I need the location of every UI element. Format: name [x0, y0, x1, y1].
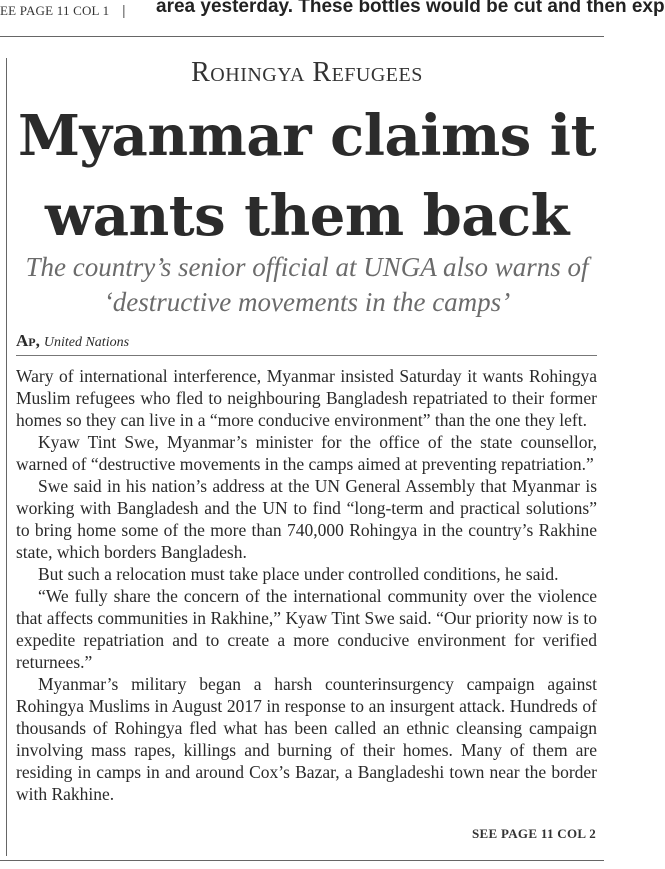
body-paragraph: Wary of international interference, Myanmar insisted Saturday it wants Rohingya Muslim refugees who fled to neighbouring Bangladesh repatriated to their former homes so they can live in a “more conducive environment” than the one they left.	[16, 366, 597, 430]
article-body	[16, 365, 597, 805]
body-paragraph: But such a relocation must take place under controlled conditions, he said.	[38, 564, 559, 584]
body-paragraph: Swe said in his nation’s address at the UN General Assembly that Myanmar is working with Bangladesh and the UN to find “long-term and practical solutions” to bring home some of the more than 740,000 Rohingya in the country’s Rakhine state, which borders Bangladesh.	[16, 476, 597, 562]
article-headline: Myanmar claims it wants them back	[18, 103, 596, 249]
column-divider	[6, 58, 7, 856]
byline-location: United Nations	[43, 335, 130, 350]
article-deck: The country’s senior official at UNGA also warns of ‘destructive movements in the camps’	[25, 252, 589, 317]
byline-agency: Ap,	[16, 331, 40, 350]
byline-divider	[16, 355, 597, 356]
body-paragraph: Kyaw Tint Swe, Myanmar’s minister for the office of the state counsellor, warned of “destructive movements in the camps aimed at preventing repatriation.”	[16, 432, 597, 474]
bottom-divider	[0, 860, 604, 861]
body-paragraph: Myanmar’s military began a harsh counterinsurgency campaign against Rohingya Muslims in August 2017 in response to an insurgent attack. Hundreds of thousands of Rohingya fled what has been called an ethnic cleansing campaign involving mass rapes, killings and burning of their homes. Many of them are residing in camps in and around Cox’s Bazar, a Bangladeshi town near the border with Rakhine.	[16, 674, 597, 804]
previous-article-text: area yesterday. These bottles would be cut and then exp	[156, 0, 665, 17]
strip-separator: |	[122, 2, 126, 18]
continued-jump-line: SEE PAGE 11 COL 2	[471, 826, 596, 841]
body-paragraph: “We fully share the concern of the international community over the violence that affects communities in Rakhine,” Kyaw Tint Swe said. “Our priority now is to expedite repatriation and to create a more conducive environment for verified returnees.”	[16, 586, 597, 672]
byline	[16, 331, 129, 351]
article-kicker: Rohingya Refugees	[191, 57, 423, 88]
top-divider	[0, 36, 604, 37]
previous-article-strip	[0, 0, 665, 22]
previous-jump-line: EE PAGE 11 COL 1	[0, 3, 110, 18]
